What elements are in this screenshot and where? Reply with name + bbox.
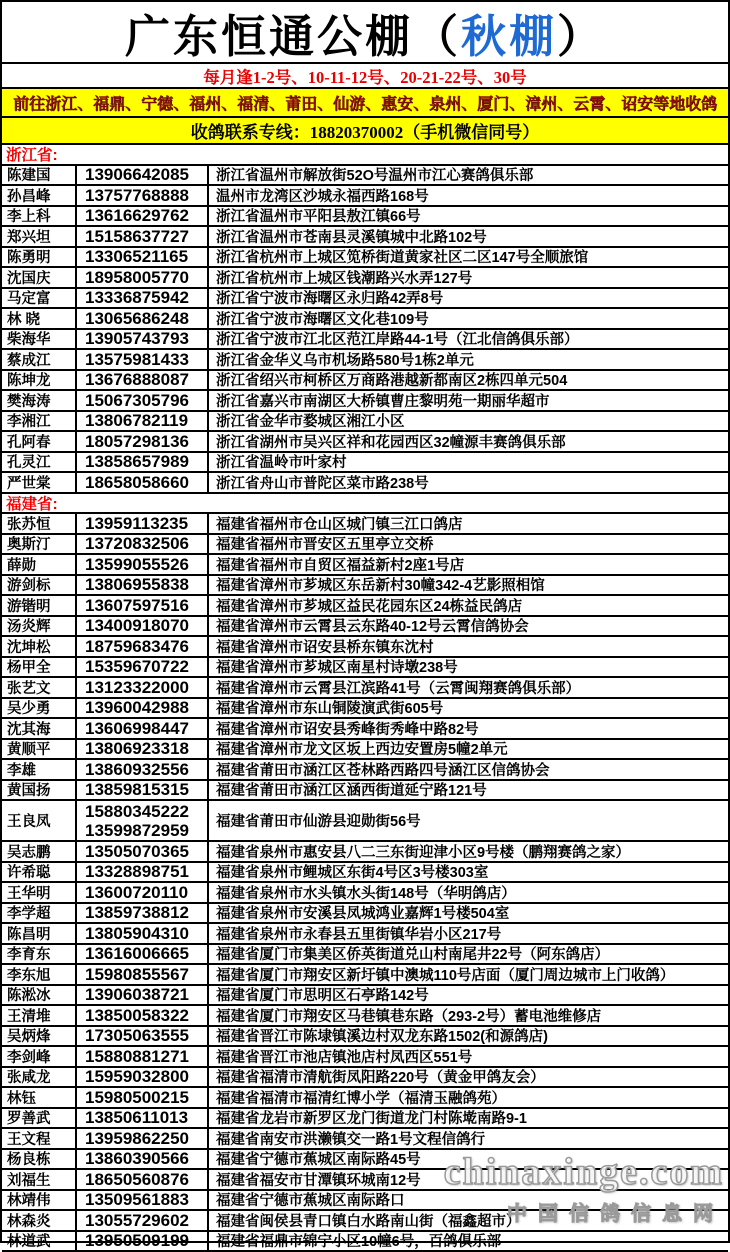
- phone-number: 13599055526: [85, 555, 189, 574]
- contact-name: 郑兴坦: [2, 227, 77, 246]
- contact-name: 王文程: [2, 1129, 77, 1148]
- table-row: [2, 555, 728, 576]
- phone-number: 13600720110: [85, 883, 188, 902]
- phone-number: 18958005770: [85, 268, 189, 287]
- contact-phone: [77, 904, 209, 923]
- contact-phone: [77, 248, 209, 267]
- contact-name: 陈坤龙: [2, 371, 77, 390]
- table-row: [2, 760, 728, 781]
- watermark-site-name: 中国信鸽信息网: [444, 1197, 724, 1226]
- contact-name: 王华明: [2, 883, 77, 902]
- table-row: [2, 391, 728, 412]
- phone-number: 17305063555: [85, 1027, 189, 1046]
- contact-address: 福建省泉州市永春县五里街镇华岩小区217号: [209, 924, 728, 943]
- contact-address: 福建省漳州市芗城区益民花园东区24栋益民鸽店: [209, 596, 728, 615]
- phone-number: 15980855567: [85, 965, 189, 984]
- contact-phone: [77, 1211, 209, 1230]
- contact-phone: [77, 330, 209, 349]
- phone-number: 13328898751: [85, 863, 189, 882]
- table-row: [2, 186, 728, 207]
- contact-address: 福建省福清市清航街凤阳路220号（黄金甲鸽友会）: [209, 1068, 728, 1087]
- phone-number: 13065686248: [85, 309, 189, 328]
- title-highlight: 秋棚: [461, 0, 557, 65]
- contact-name: 张咸龙: [2, 1068, 77, 1087]
- contact-address: 浙江省宁波市海曙区永归路42弄8号: [209, 289, 728, 308]
- phone-number: 13906642085: [85, 166, 189, 185]
- contact-phone: [77, 1109, 209, 1128]
- table-row: [2, 453, 728, 474]
- table-row: [2, 330, 728, 351]
- contact-address: 福建省厦门市翔安区马巷镇巷东路（293-2号）蓄电池维修店: [209, 1006, 728, 1025]
- contact-phone: [77, 1088, 209, 1107]
- contact-address: 福建省福鼎市锦宁小区10幢6号，百鸽俱乐部: [209, 1232, 728, 1251]
- contact-address: 福建省漳州市云霄县云东路40-12号云霄信鸽协会: [209, 617, 728, 636]
- contact-phone: [77, 535, 209, 554]
- contact-address: 浙江省宁波市海曙区文化巷109号: [209, 309, 728, 328]
- table-row: [2, 1047, 728, 1068]
- table-row: [2, 965, 728, 986]
- phone-number: 15959032800: [85, 1068, 189, 1087]
- contact-phone: [77, 473, 209, 492]
- table-row: [2, 1088, 728, 1109]
- collection-route-banner: 前往浙江、福鼎、宁德、福州、福清、莆田、仙游、惠安、泉州、厦门、漳州、云霄、诏安等地收鸽: [2, 89, 728, 118]
- phone-number: 15067305796: [85, 391, 189, 410]
- contact-address: 浙江省宁波市江北区范江岸路44-1号（江北信鸽俱乐部）: [209, 330, 728, 349]
- contact-name: 陈昌明: [2, 924, 77, 943]
- contact-address: 福建省莆田市仙游县迎勋街56号: [209, 801, 728, 840]
- table-row: [2, 617, 728, 638]
- contact-phone: [77, 678, 209, 697]
- contact-phone: [77, 227, 209, 246]
- contact-phone: [77, 1006, 209, 1025]
- phone-number: 18650560876: [85, 1170, 189, 1189]
- contact-phone: [77, 637, 209, 656]
- phone-number: 13859738812: [85, 904, 189, 923]
- contact-address: 浙江省嘉兴市南湖区大桥镇曹庄黎明苑一期丽华超市: [209, 391, 728, 410]
- contact-phone: [77, 781, 209, 800]
- contact-address: 福建省晋江市陈埭镇溪边村双龙东路1502(和源鸽店): [209, 1027, 728, 1046]
- phone-number: 18658058660: [85, 473, 189, 492]
- table-row: [2, 1068, 728, 1089]
- phone-number: 13505070365: [85, 842, 189, 861]
- phone-number: 13850611013: [85, 1109, 188, 1128]
- contact-name: 黄顺平: [2, 740, 77, 759]
- contact-address: 福建省厦门市思明区石亭路142号: [209, 986, 728, 1005]
- contact-phone: [77, 658, 209, 677]
- contact-address: 福建省泉州市水头镇水头街148号（华明鸽店）: [209, 883, 728, 902]
- title-suffix: ）: [557, 0, 605, 65]
- title-prefix: 广东恒通公棚（: [125, 0, 461, 65]
- contact-address: 福建省漳州市诏安县秀峰街秀峰中路82号: [209, 719, 728, 738]
- phone-number: 13960042988: [85, 699, 189, 718]
- phone-number: 13850058322: [85, 1006, 189, 1025]
- contact-phone: [77, 1170, 209, 1189]
- contact-address: 福建省福州市自贸区福益新村2座1号店: [209, 555, 728, 574]
- contact-address: 福建省厦门市翔安区新圩镇中澳城110号店面（厦门周边城市上门收鸽）: [209, 965, 728, 984]
- phone-number: 13905743793: [85, 330, 189, 349]
- contact-address: 福建省漳州市东山铜陵演武街605号: [209, 699, 728, 718]
- contact-address: 浙江省温岭市叶家村: [209, 453, 728, 472]
- table-row: [2, 371, 728, 392]
- contact-address: 福建省福清市福清红博小学（福清玉融鸽苑）: [209, 1088, 728, 1107]
- contact-phone: [77, 371, 209, 390]
- table-row: [2, 227, 728, 248]
- contact-name: 游锴明: [2, 596, 77, 615]
- phone-number: 13575981433: [85, 350, 189, 369]
- contact-phone: [77, 986, 209, 1005]
- contact-address: 福建省莆田市涵江区苍林路西路四号涵江区信鸽协会: [209, 760, 728, 779]
- table-row: [2, 248, 728, 269]
- contact-address: 浙江省杭州市上城区笕桥街道黄家社区二区147号全顺旅馆: [209, 248, 728, 267]
- contact-address: 浙江省温州市平阳县敖江镇66号: [209, 207, 728, 226]
- contact-name: 蔡成江: [2, 350, 77, 369]
- section-header: 福建省:: [2, 494, 728, 515]
- contact-address: 福建省龙岩市新罗区龙门街道龙门村陈墘南路9-1: [209, 1109, 728, 1128]
- contact-address: 福建省漳州市云霄县江滨路41号（云霄闽翔赛鸽俱乐部）: [209, 678, 728, 697]
- contact-phone: [77, 432, 209, 451]
- phone-number: 15880881271: [85, 1047, 189, 1066]
- table-row: [2, 268, 728, 289]
- contact-phone: [77, 596, 209, 615]
- contact-phone: [77, 412, 209, 431]
- contact-name: 吴炳烽: [2, 1027, 77, 1046]
- contact-phone: [77, 555, 209, 574]
- contact-phone: [77, 945, 209, 964]
- contact-address: 福建省泉州市鲤城区东街4号区3号楼303室: [209, 863, 728, 882]
- contact-address: 福建省泉州市安溪县凤城鸿业嘉辉1号楼504室: [209, 904, 728, 923]
- contact-phone: [77, 760, 209, 779]
- contact-phone: [77, 207, 209, 226]
- contact-name: 沈其海: [2, 719, 77, 738]
- contact-name: 林靖伟: [2, 1191, 77, 1210]
- phone-number: 13599872959: [85, 821, 189, 840]
- contact-name: 孙昌峰: [2, 186, 77, 205]
- phone-number: 13860932556: [85, 760, 189, 779]
- contact-name: 林森炎: [2, 1211, 77, 1230]
- contact-address: 福建省福安市甘潭镇环城南12号: [209, 1170, 728, 1189]
- phone-number: 13806955838: [85, 576, 189, 595]
- table-row: [2, 350, 728, 371]
- contact-name: 李育东: [2, 945, 77, 964]
- contact-address: 浙江省舟山市普陀区菜市路238号: [209, 473, 728, 492]
- phone-number: 13306521165: [85, 248, 188, 267]
- table-row: [2, 576, 728, 597]
- table-row: [2, 924, 728, 945]
- contact-name: 林钰: [2, 1088, 77, 1107]
- phone-number: 13805904310: [85, 924, 189, 943]
- contact-phone: [77, 617, 209, 636]
- contact-address: 福建省莆田市涵江区涵西街道延宁路121号: [209, 781, 728, 800]
- table-row: [2, 678, 728, 699]
- contact-name: 王良凤: [2, 801, 77, 840]
- phone-number: 13906038721: [85, 986, 189, 1005]
- contact-name: 黄国扬: [2, 781, 77, 800]
- contact-phone: [77, 1068, 209, 1087]
- contact-name: 杨甲全: [2, 658, 77, 677]
- contact-address: 福建省泉州市惠安县八二三东街迎津小区9号楼（鹏翔赛鸽之家）: [209, 842, 728, 861]
- contact-address: 福建省漳州市芗城区东岳新村30幢342-4艺影照相馆: [209, 576, 728, 595]
- phone-number: 13806923318: [85, 740, 189, 759]
- contact-name: 罗善武: [2, 1109, 77, 1128]
- phone-number: 15158637727: [85, 227, 189, 246]
- contact-name: 许希聪: [2, 863, 77, 882]
- contact-address: 温州市龙湾区沙城永福西路168号: [209, 186, 728, 205]
- phone-number: 13616629762: [85, 207, 189, 226]
- phone-number: 15980500215: [85, 1088, 189, 1107]
- phone-number: 13959113235: [85, 514, 188, 533]
- contact-phone: [77, 576, 209, 595]
- table-row: [2, 535, 728, 556]
- table-row: [2, 781, 728, 802]
- table-row: [2, 1109, 728, 1130]
- phone-number: 13400918070: [85, 617, 189, 636]
- contact-name: 张苏恒: [2, 514, 77, 533]
- contact-name: 刘福生: [2, 1170, 77, 1189]
- table-row: [2, 514, 728, 535]
- section-header: 浙江省:: [2, 145, 728, 166]
- contact-phone: [77, 801, 209, 840]
- contact-address: 福建省闽侯县青口镇白水路南山街（福鑫超市）: [209, 1211, 728, 1230]
- phone-number: 18057298136: [85, 432, 189, 451]
- contact-name: 李剑峰: [2, 1047, 77, 1066]
- contact-phone: [77, 842, 209, 861]
- phone-number: 13606998447: [85, 719, 189, 738]
- contact-phone: [77, 166, 209, 185]
- contact-name: 张艺文: [2, 678, 77, 697]
- contact-phone: [77, 924, 209, 943]
- contact-name: 柴海华: [2, 330, 77, 349]
- table-row: [2, 904, 728, 925]
- contact-phone: [77, 514, 209, 533]
- contact-phone: [77, 1129, 209, 1148]
- contact-address: 福建省宁德市蕉城区南际路45号: [209, 1150, 728, 1169]
- contact-phone: [77, 289, 209, 308]
- phone-number: 13676888087: [85, 371, 189, 390]
- contact-name: 李学超: [2, 904, 77, 923]
- contact-address: 浙江省金华义乌市机场路580号1栋2单元: [209, 350, 728, 369]
- contact-name: 吴志鹏: [2, 842, 77, 861]
- contact-address: 浙江省金华市婺城区湘江小区: [209, 412, 728, 431]
- table-row: [2, 412, 728, 433]
- contact-name: 杨良栋: [2, 1150, 77, 1169]
- contact-name: 吴少勇: [2, 699, 77, 718]
- phone-number: 13950509199: [85, 1232, 189, 1251]
- contact-address: 福建省南安市洪濑镇交一路1号文程信鸽行: [209, 1129, 728, 1148]
- contact-phone: [77, 268, 209, 287]
- contact-phone: [77, 453, 209, 472]
- phone-number: 13806782119: [85, 412, 188, 431]
- table-row: [2, 1027, 728, 1048]
- contact-address: 浙江省绍兴市柯桥区万商路港越新都南区2栋四单元504: [209, 371, 728, 390]
- contact-name: 严世棠: [2, 473, 77, 492]
- contact-name: 马定富: [2, 289, 77, 308]
- schedule-line: 每月逢1-2号、10-11-12号、20-21-22号、30号: [2, 64, 728, 89]
- table-row: [2, 432, 728, 453]
- contact-address: 福建省漳州市诏安县桥东镇东沈村: [209, 637, 728, 656]
- table-row: [2, 740, 728, 761]
- contact-name: 孔灵江: [2, 453, 77, 472]
- contact-address: 福建省宁德市蕉城区南际路口: [209, 1191, 728, 1210]
- watermark-site-url: chinaxinge.com: [444, 1150, 724, 1194]
- table-row: [2, 1211, 728, 1232]
- contact-phone: [77, 719, 209, 738]
- phone-number: 13509561883: [85, 1191, 189, 1210]
- contact-name: 陈淞冰: [2, 986, 77, 1005]
- contact-name: 李上科: [2, 207, 77, 226]
- contact-phone: [77, 740, 209, 759]
- phone-number: 13055729602: [85, 1211, 189, 1230]
- table-row: [2, 637, 728, 658]
- phone-number: 13757768888: [85, 186, 189, 205]
- table-row: [2, 699, 728, 720]
- table-row: [2, 1191, 728, 1212]
- contact-address: 浙江省温州市解放街52O号温州市江心赛鸽俱乐部: [209, 166, 728, 185]
- page-title: [2, 2, 728, 64]
- contact-phone: [77, 309, 209, 328]
- contact-name: 孔阿春: [2, 432, 77, 451]
- contact-phone: [77, 186, 209, 205]
- contact-address: 福建省晋江市池店镇池店村凤西区551号: [209, 1047, 728, 1066]
- contact-phone: [77, 1191, 209, 1210]
- contact-address: 福建省福州市晋安区五里亭立交桥: [209, 535, 728, 554]
- contact-phone: [77, 350, 209, 369]
- contact-phone: [77, 965, 209, 984]
- contact-phone: [77, 883, 209, 902]
- table-row: [2, 309, 728, 330]
- contact-name: 李湘江: [2, 412, 77, 431]
- contact-address: 福建省福州市仓山区城门镇三江口鸽店: [209, 514, 728, 533]
- phone-number: 13860390566: [85, 1150, 189, 1169]
- contact-name: 陈勇明: [2, 248, 77, 267]
- table-row: [2, 596, 728, 617]
- contact-address: 福建省厦门市集美区侨英街道兑山村南尾井22号（阿东鸽店）: [209, 945, 728, 964]
- contact-name: 汤炎辉: [2, 617, 77, 636]
- phone-number: 13720832506: [85, 535, 189, 554]
- table-row: [2, 1006, 728, 1027]
- contact-phone: [77, 1027, 209, 1046]
- phone-number: 13123322000: [85, 678, 189, 697]
- table-row: [2, 1150, 728, 1171]
- contact-address: 福建省漳州市芗城区南星村诗墩238号: [209, 658, 728, 677]
- contact-hotline-banner: 收鸽联系专线：18820370002（手机微信同号）: [2, 118, 728, 145]
- contact-phone: [77, 391, 209, 410]
- table-row: [2, 719, 728, 740]
- contact-address: 福建省漳州市龙文区坂上西边安置房5幢2单元: [209, 740, 728, 759]
- contact-address: 浙江省杭州市上城区钱潮路兴水弄127号: [209, 268, 728, 287]
- contact-name: 游剑标: [2, 576, 77, 595]
- contact-name: 沈坤松: [2, 637, 77, 656]
- phone-number: 13959862250: [85, 1129, 189, 1148]
- table-row: [2, 1129, 728, 1150]
- phone-number: 18759683476: [85, 637, 189, 656]
- contact-name: 薛勋: [2, 555, 77, 574]
- table-row: [2, 986, 728, 1007]
- phone-number: 15359670722: [85, 658, 189, 677]
- table-row: [2, 863, 728, 884]
- contact-name: 林 晓: [2, 309, 77, 328]
- contact-phone: [77, 699, 209, 718]
- contact-address: 浙江省湖州市吴兴区祥和花园西区32幢源丰赛鸽俱乐部: [209, 432, 728, 451]
- table-row: [2, 945, 728, 966]
- contact-address: 浙江省温州市苍南县灵溪镇城中北路102号: [209, 227, 728, 246]
- contact-phone: [77, 1047, 209, 1066]
- contact-name: 沈国庆: [2, 268, 77, 287]
- table-row: [2, 289, 728, 310]
- contact-name: 李雄: [2, 760, 77, 779]
- table-row: [2, 658, 728, 679]
- table-row: [2, 1170, 728, 1191]
- contact-name: 奥斯汀: [2, 535, 77, 554]
- contact-name: 林道武: [2, 1232, 77, 1251]
- contact-table: [2, 145, 728, 1252]
- contact-name: 李东旭: [2, 965, 77, 984]
- table-row: [2, 207, 728, 228]
- contact-phone: [77, 863, 209, 882]
- contact-name: 王清堆: [2, 1006, 77, 1025]
- phone-number: 13607597516: [85, 596, 189, 615]
- table-row: [2, 473, 728, 494]
- phone-number: 13616006665: [85, 945, 189, 964]
- table-row: [2, 1232, 728, 1252]
- contact-name: 樊海涛: [2, 391, 77, 410]
- contact-phone: [77, 1150, 209, 1169]
- table-row: [2, 166, 728, 187]
- contact-name: 陈建国: [2, 166, 77, 185]
- phone-number: 13336875942: [85, 289, 189, 308]
- contact-phone: [77, 1232, 209, 1251]
- phone-number: 15880345222: [85, 802, 189, 821]
- table-row: [2, 801, 728, 842]
- phone-number: 13858657989: [85, 453, 189, 472]
- table-row: [2, 842, 728, 863]
- table-row: [2, 883, 728, 904]
- phone-number: 13859815315: [85, 781, 189, 800]
